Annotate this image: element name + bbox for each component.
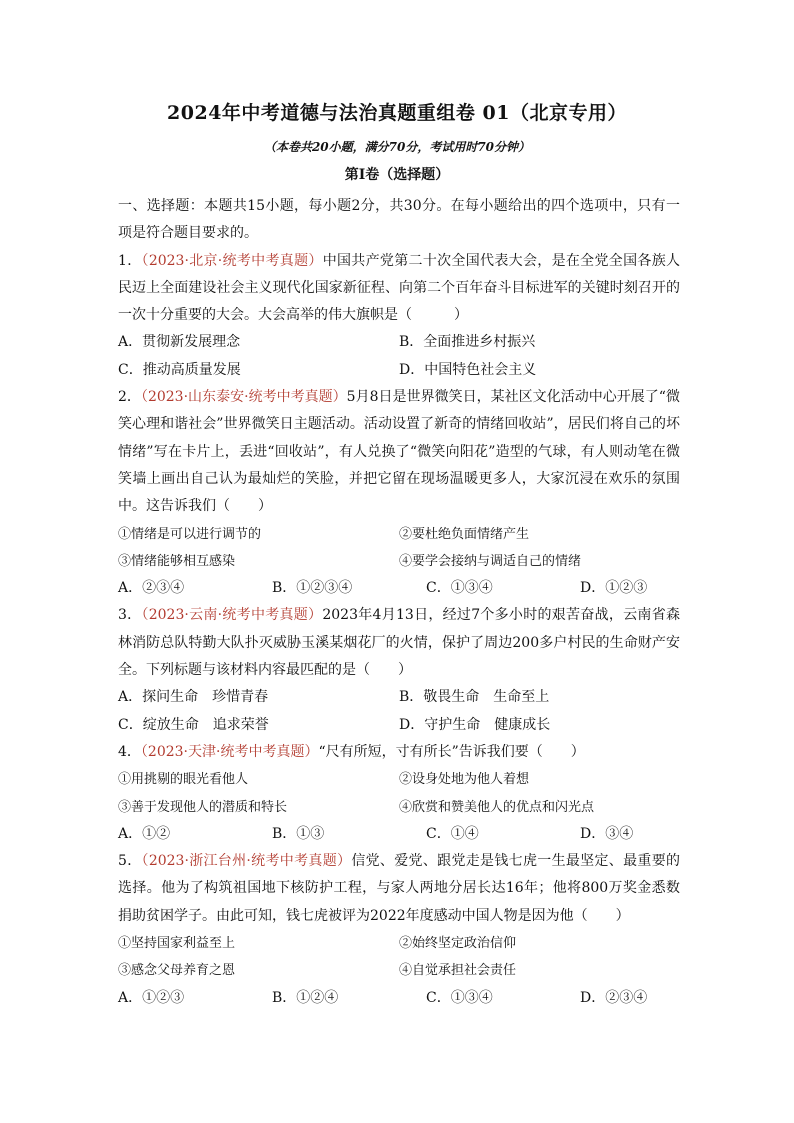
question-3 xyxy=(118,602,680,738)
option-b[interactable]: B．①③ xyxy=(272,825,325,842)
question-text: “尺有所短，寸有所长”告诉我们要（ ） xyxy=(318,743,585,760)
option-c[interactable]: C．①③④ xyxy=(426,989,493,1006)
option-d[interactable]: D．守护生命 健康成长 xyxy=(399,716,551,733)
exam-content xyxy=(118,193,680,1012)
statement-2: ②设身处地为他人着想 xyxy=(399,772,530,788)
exam-title: 2024年中考道德与法治真题重组卷 01（北京专用） xyxy=(167,102,627,124)
question-source: （2023·北京·统考中考真题） xyxy=(141,252,323,269)
option-a[interactable]: A．①②③ xyxy=(118,989,185,1006)
option-c[interactable]: C．绽放生命 追求荣誉 xyxy=(118,716,269,733)
exam-subtitle: （本卷共20小题，满分70分，考试用时70分钟） xyxy=(263,140,531,154)
question-number: 4． xyxy=(118,743,141,760)
question-stem xyxy=(118,384,680,520)
option-c[interactable]: C．①④ xyxy=(426,825,479,842)
statement-row xyxy=(118,794,680,821)
statement-1: ①坚持国家利益至上 xyxy=(118,936,236,952)
question-stem xyxy=(118,848,680,930)
option-row xyxy=(118,329,680,356)
statement-3: ③情绪能够相互感染 xyxy=(118,553,236,569)
question-text: 2023年4月13日，经过7个多小时的艰苦奋战，云南省森林消防总队特勤大队扑灭威胁玉溪某烟花厂的火情，保护了周边200多户村民的生命财产安全。下列标题与该材料内容最匹配的是（ ） xyxy=(118,607,680,679)
option-row xyxy=(118,684,680,711)
option-c[interactable]: C．推动高质量发展 xyxy=(118,361,241,378)
question-text: 5月8日是世界微笑日，某社区文化活动中心开展了“微笑心理和谐社会”世界微笑日主题活动。活动设置了新奇的情绪回收站”，居民们将自己的坏情绪”写在卡片上，丢进“回收站”，有人兑换了“微笑向阳花”造型的气球，有人则动笔在微笑墙上画出自己认为最灿烂的笑脸，并把它留在现场温暖更多人，大家沉浸在欢乐的氛围中。这告诉我们（ ） xyxy=(118,389,680,515)
statement-1: ①情绪是可以进行调节的 xyxy=(118,526,262,542)
statement-row xyxy=(118,521,680,548)
question-1 xyxy=(118,248,680,384)
option-row xyxy=(118,357,680,384)
question-text: 中国共产党第二十次全国代表大会，是在全党全国各族人民迈上全面建设社会主义现代化国家新征程、向第二个百年奋斗目标进军的关键时刻召开的一次十分重要的大会。大会高举的伟大旗帜是（ ） xyxy=(118,252,680,324)
option-d[interactable]: D．中国特色社会主义 xyxy=(399,361,537,378)
statement-2: ②要杜绝负面情绪产生 xyxy=(399,526,530,542)
option-a[interactable]: A．②③④ xyxy=(118,580,185,597)
section-heading: 第Ⅰ卷（选择题） xyxy=(344,167,450,183)
statement-3: ③善于发现他人的潜质和特长 xyxy=(118,799,288,815)
option-d[interactable]: D．①②③ xyxy=(580,580,648,597)
question-source: （2023·山东泰安·统考中考真题） xyxy=(140,389,347,406)
option-a[interactable]: A．①② xyxy=(118,825,171,842)
statement-4: ④要学会接纳与调适自己的情绪 xyxy=(399,553,582,569)
question-source: （2023·浙江台州·统考中考真题） xyxy=(141,853,352,870)
question-stem xyxy=(118,739,680,766)
statement-row xyxy=(118,548,680,575)
question-4 xyxy=(118,739,680,848)
question-stem xyxy=(118,602,680,684)
statement-2: ②始终坚定政治信仰 xyxy=(399,936,517,952)
option-row xyxy=(118,575,680,602)
option-a[interactable]: A．贯彻新发展理念 xyxy=(118,334,241,351)
option-b[interactable]: B．全面推进乡村振兴 xyxy=(399,334,536,351)
question-source: （2023·云南·统考中考真题） xyxy=(141,607,323,624)
option-d[interactable]: D．③④ xyxy=(580,825,634,842)
option-b[interactable]: B．敬畏生命 生命至上 xyxy=(399,689,550,706)
option-b[interactable]: B．①②④ xyxy=(272,989,339,1006)
option-a[interactable]: A．探问生命 珍惜青春 xyxy=(118,689,269,706)
question-number: 1． xyxy=(118,252,142,269)
statement-row xyxy=(118,930,680,957)
question-2 xyxy=(118,384,680,602)
statement-row xyxy=(118,766,680,793)
option-row xyxy=(118,712,680,739)
statement-4: ④自觉承担社会责任 xyxy=(399,963,517,979)
option-c[interactable]: C．①③④ xyxy=(426,580,493,597)
question-source: （2023·天津·统考中考真题） xyxy=(140,743,319,760)
option-b[interactable]: B．①②③④ xyxy=(272,580,353,597)
option-d[interactable]: D．②③④ xyxy=(580,989,648,1006)
statement-3: ③感念父母养育之恩 xyxy=(118,963,236,979)
question-stem xyxy=(118,248,680,330)
question-number: 3． xyxy=(118,607,142,624)
question-number: 2． xyxy=(118,389,141,406)
question-text: 信党、爱党、跟党走是钱七虎一生最坚定、最重要的选择。他为了构筑祖国地下核防护工程，与家人两地分居长达16年；他将800万奖金悉数捐助贫困学子。由此可知，钱七虎被评为2022年度感动中国人物是因为他（ ） xyxy=(118,853,680,924)
statement-row xyxy=(118,957,680,984)
instructions: 一、选择题：本题共15小题，每小题2分，共30分。在每小题给出的四个选项中，只有一项是符合题目要求的。 xyxy=(118,198,680,242)
option-row xyxy=(118,985,680,1012)
statement-4: ④欣赏和赞美他人的优点和闪光点 xyxy=(399,799,595,815)
option-row xyxy=(118,821,680,848)
statement-1: ①用挑剔的眼光看他人 xyxy=(118,772,249,788)
question-5 xyxy=(118,848,680,1012)
question-number: 5． xyxy=(118,853,142,870)
